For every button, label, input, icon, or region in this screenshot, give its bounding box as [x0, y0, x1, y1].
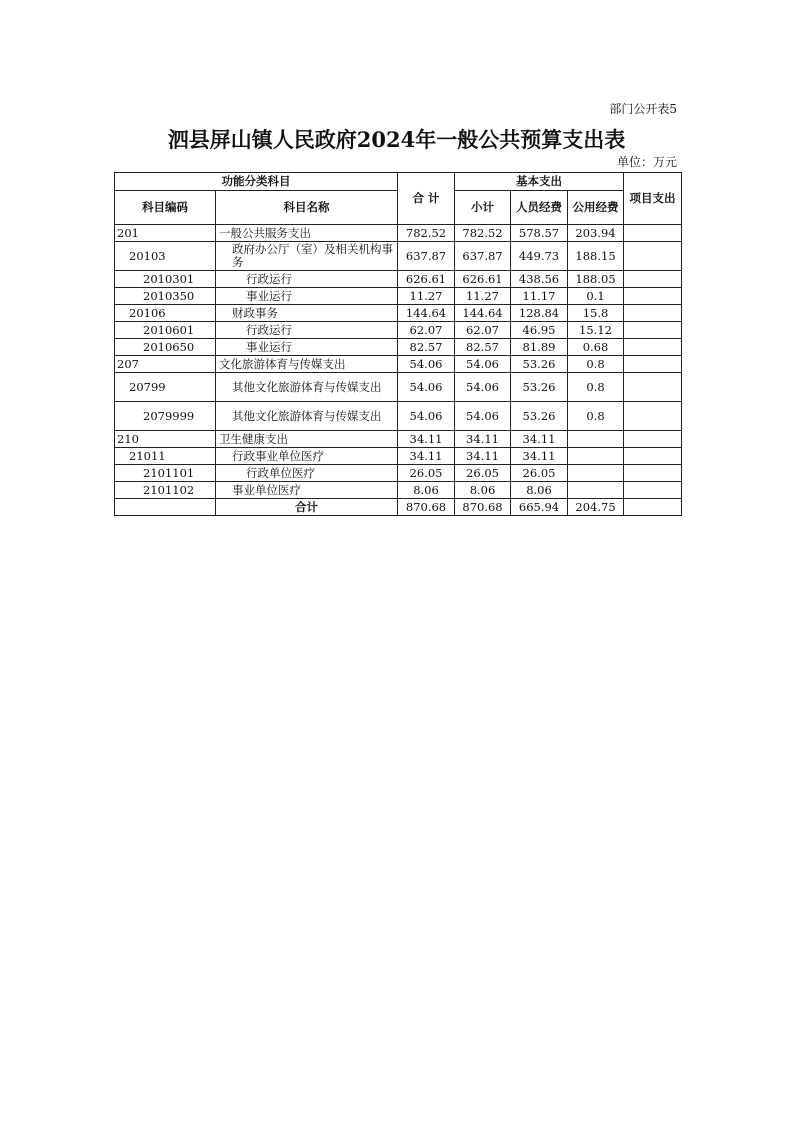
row-code: 2010601	[115, 322, 216, 339]
row-code: 21011	[115, 448, 216, 465]
row-project	[624, 402, 682, 431]
row-subtotal: 144.64	[455, 305, 511, 322]
page-title: 泗县屏山镇人民政府2024年一般公共预算支出表	[167, 127, 626, 152]
row-public: 0.8	[568, 373, 624, 402]
row-project	[624, 271, 682, 288]
row-personnel: 11.17	[511, 288, 568, 305]
row-subtotal: 8.06	[455, 482, 511, 499]
row-name: 卫生健康支出	[216, 431, 398, 448]
row-public: 0.8	[568, 356, 624, 373]
row-total: 54.06	[398, 402, 455, 431]
row-public: 203.94	[568, 225, 624, 242]
header-basic-group: 基本支出	[455, 173, 624, 191]
row-name: 行政运行	[216, 271, 398, 288]
row-project	[624, 225, 682, 242]
row-project	[624, 339, 682, 356]
table-row	[115, 288, 682, 305]
budget-table	[114, 172, 682, 516]
row-code: 207	[115, 356, 216, 373]
row-public: 188.15	[568, 242, 624, 271]
row-subtotal: 34.11	[455, 431, 511, 448]
table-row	[115, 431, 682, 448]
row-personnel: 53.26	[511, 373, 568, 402]
row-public	[568, 482, 624, 499]
row-project	[624, 288, 682, 305]
row-total: 11.27	[398, 288, 455, 305]
table-row	[115, 373, 682, 402]
row-public: 188.05	[568, 271, 624, 288]
row-public: 0.1	[568, 288, 624, 305]
form-number-label: 部门公开表5	[609, 102, 677, 116]
table-row	[115, 402, 682, 431]
row-name: 一般公共服务支出	[216, 225, 398, 242]
table-row	[115, 482, 682, 499]
header-total: 合 计	[398, 173, 455, 225]
row-project	[624, 242, 682, 271]
row-project	[624, 305, 682, 322]
row-personnel: 53.26	[511, 402, 568, 431]
total-personnel: 665.94	[511, 499, 568, 516]
row-subtotal: 54.06	[455, 356, 511, 373]
row-total: 26.05	[398, 465, 455, 482]
row-code: 2101101	[115, 465, 216, 482]
table-row	[115, 271, 682, 288]
row-subtotal: 62.07	[455, 322, 511, 339]
row-personnel: 438.56	[511, 271, 568, 288]
table-header	[115, 173, 682, 225]
table-row	[115, 339, 682, 356]
row-name: 行政运行	[216, 322, 398, 339]
row-total: 626.61	[398, 271, 455, 288]
row-public	[568, 448, 624, 465]
table-row	[115, 356, 682, 373]
row-name: 其他文化旅游体育与传媒支出	[216, 402, 398, 431]
row-subtotal: 26.05	[455, 465, 511, 482]
row-code: 2101102	[115, 482, 216, 499]
header-func-group: 功能分类科目	[115, 173, 398, 191]
row-project	[624, 356, 682, 373]
total-code-empty	[115, 499, 216, 516]
row-code: 2010350	[115, 288, 216, 305]
row-name: 行政事业单位医疗	[216, 448, 398, 465]
row-project	[624, 431, 682, 448]
row-name: 事业运行	[216, 339, 398, 356]
row-subtotal: 626.61	[455, 271, 511, 288]
table-row	[115, 465, 682, 482]
row-personnel: 53.26	[511, 356, 568, 373]
row-name: 财政事务	[216, 305, 398, 322]
row-code: 2079999	[115, 402, 216, 431]
row-code: 210	[115, 431, 216, 448]
row-total: 8.06	[398, 482, 455, 499]
row-total: 82.57	[398, 339, 455, 356]
row-total: 34.11	[398, 448, 455, 465]
row-code: 20103	[115, 242, 216, 271]
row-subtotal: 637.87	[455, 242, 511, 271]
row-public: 0.68	[568, 339, 624, 356]
unit-label: 单位：万元	[616, 155, 677, 169]
row-personnel: 34.11	[511, 448, 568, 465]
row-total: 62.07	[398, 322, 455, 339]
table-row	[115, 305, 682, 322]
row-project	[624, 448, 682, 465]
row-personnel: 449.73	[511, 242, 568, 271]
row-public	[568, 431, 624, 448]
table-row	[115, 322, 682, 339]
row-code: 2010650	[115, 339, 216, 356]
row-total: 54.06	[398, 373, 455, 402]
header-name: 科目名称	[216, 191, 398, 225]
row-name: 行政单位医疗	[216, 465, 398, 482]
row-personnel: 26.05	[511, 465, 568, 482]
row-project	[624, 373, 682, 402]
row-public: 15.8	[568, 305, 624, 322]
row-code: 20106	[115, 305, 216, 322]
header-personnel: 人员经费	[511, 191, 568, 225]
table-body	[115, 225, 682, 516]
row-name: 事业单位医疗	[216, 482, 398, 499]
row-personnel: 128.84	[511, 305, 568, 322]
row-total: 144.64	[398, 305, 455, 322]
row-personnel: 46.95	[511, 322, 568, 339]
row-subtotal: 782.52	[455, 225, 511, 242]
row-total: 637.87	[398, 242, 455, 271]
header-code: 科目编码	[115, 191, 216, 225]
row-project	[624, 482, 682, 499]
row-subtotal: 34.11	[455, 448, 511, 465]
row-subtotal: 11.27	[455, 288, 511, 305]
row-project	[624, 322, 682, 339]
row-personnel: 578.57	[511, 225, 568, 242]
row-public: 15.12	[568, 322, 624, 339]
total-project	[624, 499, 682, 516]
total-label: 合计	[216, 499, 398, 516]
header-subtotal: 小计	[455, 191, 511, 225]
row-code: 2010301	[115, 271, 216, 288]
row-public: 0.8	[568, 402, 624, 431]
row-personnel: 34.11	[511, 431, 568, 448]
row-name: 其他文化旅游体育与传媒支出	[216, 373, 398, 402]
header-public: 公用经费	[568, 191, 624, 225]
row-code: 201	[115, 225, 216, 242]
row-name: 政府办公厅（室）及相关机构事务	[216, 242, 398, 271]
total-total: 870.68	[398, 499, 455, 516]
row-subtotal: 54.06	[455, 373, 511, 402]
row-total: 34.11	[398, 431, 455, 448]
table-row	[115, 225, 682, 242]
row-total: 54.06	[398, 356, 455, 373]
table-row	[115, 448, 682, 465]
row-name: 事业运行	[216, 288, 398, 305]
row-code: 20799	[115, 373, 216, 402]
total-subtotal: 870.68	[455, 499, 511, 516]
row-subtotal: 54.06	[455, 402, 511, 431]
row-subtotal: 82.57	[455, 339, 511, 356]
table-row	[115, 242, 682, 271]
row-personnel: 8.06	[511, 482, 568, 499]
total-row	[115, 499, 682, 516]
row-name: 文化旅游体育与传媒支出	[216, 356, 398, 373]
row-personnel: 81.89	[511, 339, 568, 356]
row-public	[568, 465, 624, 482]
header-project: 项目支出	[624, 173, 682, 225]
row-project	[624, 465, 682, 482]
row-total: 782.52	[398, 225, 455, 242]
total-public: 204.75	[568, 499, 624, 516]
